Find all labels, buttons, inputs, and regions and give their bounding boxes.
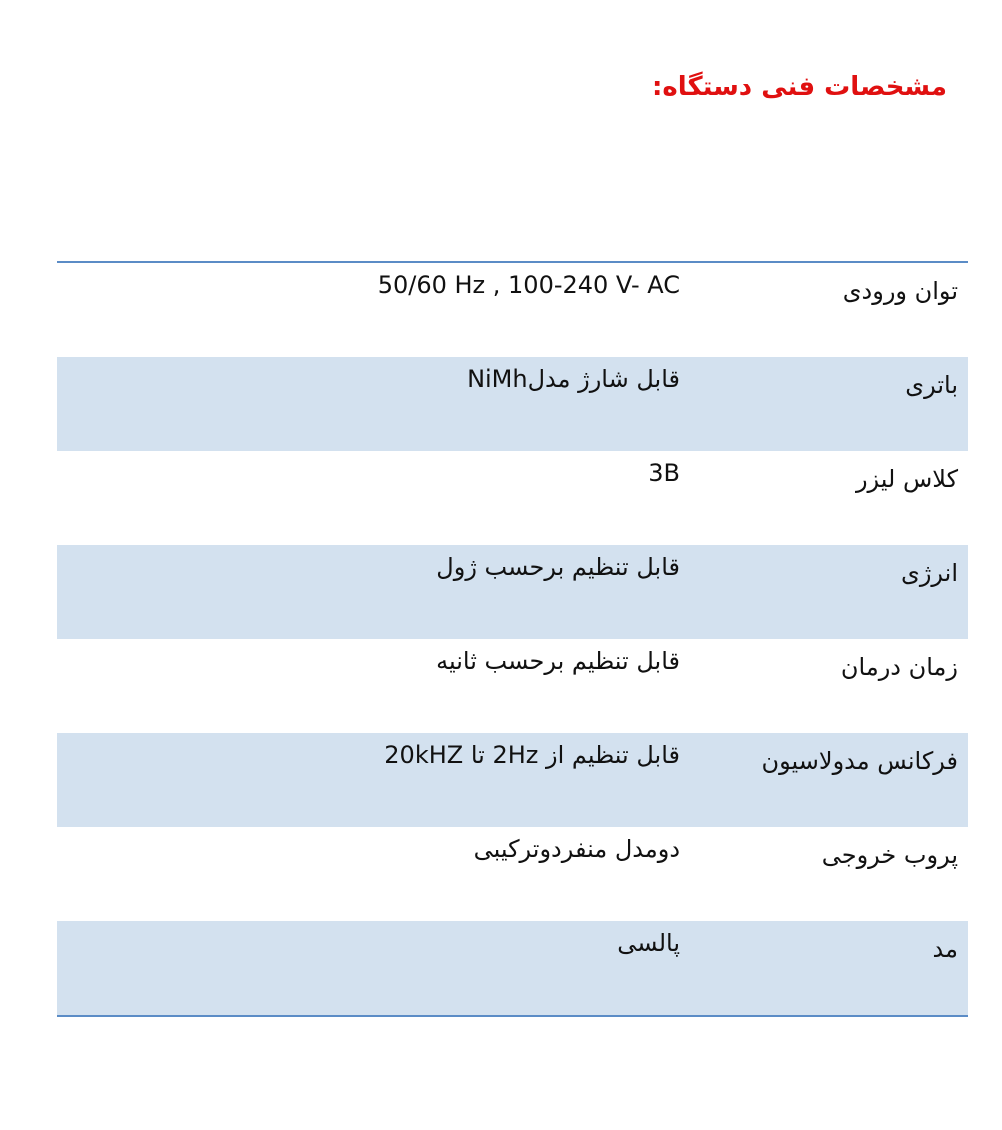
spec-row-battery: [57, 357, 968, 451]
spec-table: [57, 261, 968, 1017]
spec-row-modulation-frequency: [57, 733, 968, 827]
spec-label: انرژی: [901, 559, 958, 587]
spec-label: باتری: [905, 371, 958, 399]
spec-value: قابل تنظیم از 2Hz تا 20kHZ: [384, 741, 680, 769]
spec-label: کلاس لیزر: [855, 465, 958, 493]
spec-row-laser-class: [57, 451, 968, 545]
spec-value: قابل تنظیم برحسب ثانیه: [436, 647, 680, 675]
spec-value: پالسی: [617, 929, 680, 957]
spec-label: فرکانس مدولاسیون: [761, 747, 958, 775]
spec-row-mode: [57, 921, 968, 1015]
spec-value: قابل شارژ مدلNiMh: [467, 365, 680, 393]
spec-label: مد: [932, 935, 958, 963]
spec-row-input-power: [57, 263, 968, 357]
spec-label: زمان درمان: [840, 653, 958, 681]
spec-value: 3B: [648, 459, 680, 487]
page-title: مشخصات فنی دستگاه:: [651, 72, 947, 102]
spec-value: قابل تنظیم برحسب ژول: [436, 553, 680, 581]
spec-value: 50/60 Hz , 100-240 V- AC: [377, 271, 680, 299]
spec-row-output-probe: [57, 827, 968, 921]
spec-label: پروب خروجی: [821, 841, 958, 869]
spec-value: دومدل منفردوترکیبی: [473, 835, 680, 863]
spec-label: توان ورودی: [842, 277, 958, 305]
spec-row-energy: [57, 545, 968, 639]
spec-row-treatment-time: [57, 639, 968, 733]
